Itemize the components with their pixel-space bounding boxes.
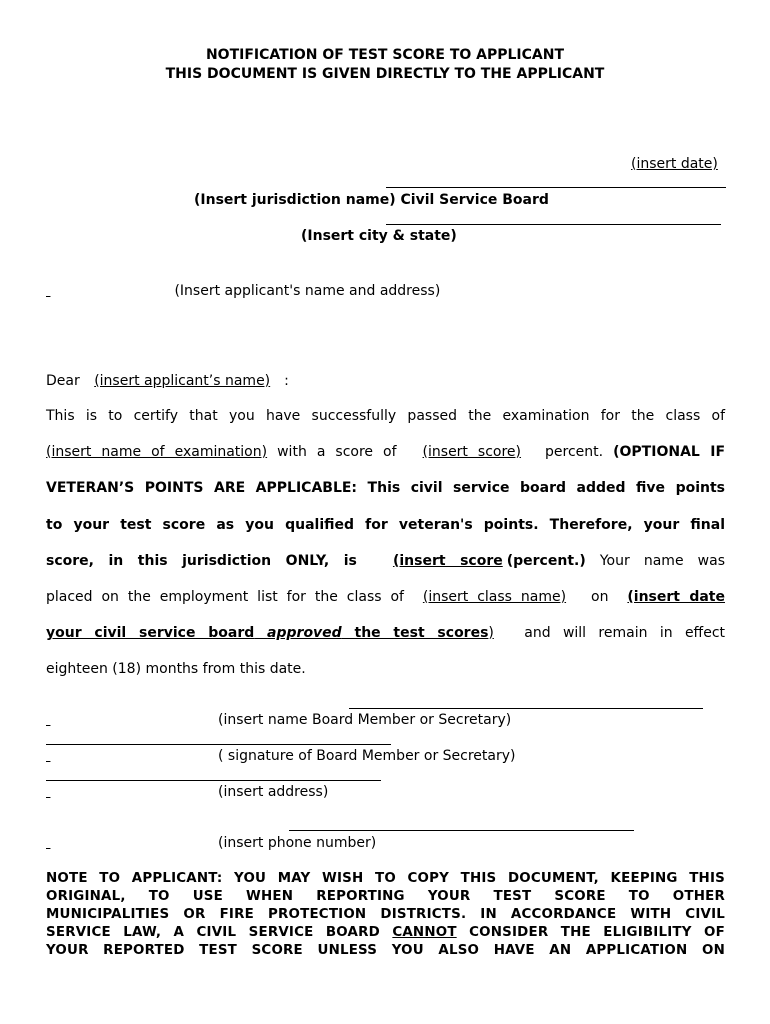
employment-list-text: placed on the employment list for the class of [46, 589, 404, 605]
board-member-name-label: (insert name Board Member or Secretary) [218, 712, 512, 728]
applicant-name-placeholder: (insert applicant’s name) [94, 373, 271, 389]
with-score-text: with a score of [277, 444, 397, 460]
phone-label: (insert phone number) [218, 835, 377, 851]
salutation [46, 373, 289, 389]
divider-line [386, 187, 726, 188]
name-was-text: Your name was [599, 553, 725, 569]
body-line-8: eighteen (18) months from this date. [46, 661, 306, 677]
city-state: (Insert city & state) [301, 228, 457, 244]
body-line-4: to your test score as you qualified for veteran's points. Therefore, your final [46, 517, 725, 533]
applicant-label: (Insert applicant's name and address) [174, 283, 441, 299]
body-line-3: VETERAN’S POINTS ARE APPLICABLE: This civil service board added five points [46, 480, 725, 496]
divider-line [46, 744, 391, 745]
class-name-placeholder: (insert class name) [422, 589, 567, 605]
address-label: (insert address) [218, 784, 329, 800]
on-text: on [591, 589, 609, 605]
cannot-text: CANNOT [392, 925, 457, 940]
body-line-6 [46, 589, 725, 605]
test-scores-text: the test scores [354, 625, 489, 641]
signature-field [46, 748, 516, 764]
note-line-2: ORIGINAL, TO USE WHEN REPORTING YOUR TEST SCORE TO OTHER [46, 889, 725, 904]
note-line-1: NOTE TO APPLICANT: YOU MAY WISH TO COPY THIS DOCUMENT, KEEPING THIS [46, 871, 725, 886]
colon: : [284, 373, 289, 389]
remain-effect-text: and will remain in effect [524, 625, 726, 641]
document-subtitle: THIS DOCUMENT IS GIVEN DIRECTLY TO THE APPLICANT [165, 66, 605, 82]
note-eligibility-text: CONSIDER THE ELIGIBILITY OF [469, 925, 725, 940]
board-text: your civil service board [46, 625, 255, 641]
blank-line [46, 283, 170, 299]
phone-field [46, 835, 376, 851]
score-placeholder: (insert score) [422, 444, 522, 460]
signature-line [349, 708, 703, 709]
blank-line [46, 835, 218, 851]
body-line-2 [46, 444, 725, 460]
applicant-address-field [46, 283, 440, 299]
body-line-1: This is to certify that you have successfully passed the examination for the class of [46, 408, 725, 424]
address-field [46, 784, 328, 800]
divider-line [46, 780, 381, 781]
body-line-7 [46, 625, 725, 641]
divider-line [289, 830, 634, 831]
close-paren: ) [488, 625, 494, 641]
final-score-placeholder: (insert score [392, 553, 503, 569]
blank-line [46, 748, 218, 764]
blank-line [46, 712, 218, 728]
body-line-5 [46, 553, 725, 569]
divider-line [386, 224, 721, 225]
blank-line [46, 784, 218, 800]
note-service-law-text: SERVICE LAW, A CIVIL SERVICE BOARD [46, 925, 380, 940]
approval-date-placeholder: (insert date [627, 589, 725, 605]
board-approved-text [46, 625, 488, 641]
note-line-3: MUNICIPALITIES OR FIRE PROTECTION DISTRICTS. IN ACCORDANCE WITH CIVIL [46, 907, 725, 922]
date-placeholder: (insert date) [631, 156, 718, 172]
note-line-4 [46, 925, 725, 940]
optional-text: (OPTIONAL IF [613, 444, 726, 460]
percent-text: percent. [545, 444, 604, 460]
final-score-text: score, in this jurisdiction ONLY, is [46, 553, 357, 569]
exam-name-placeholder: (insert name of examination) [46, 444, 268, 460]
jurisdiction-name: (Insert jurisdiction name) Civil Service Board [194, 192, 549, 208]
note-line-5: YOUR REPORTED TEST SCORE UNLESS YOU ALSO HAVE AN APPLICATION ON [46, 943, 725, 958]
dear-text: Dear [46, 373, 80, 389]
approved-text: approved [267, 625, 342, 641]
signature-label: ( signature of Board Member or Secretary) [218, 748, 516, 764]
board-member-name-field [46, 712, 511, 728]
final-percent: (percent.) [506, 553, 586, 569]
date-field [601, 156, 762, 172]
document-title: NOTIFICATION OF TEST SCORE TO APPLICANT [205, 47, 565, 63]
